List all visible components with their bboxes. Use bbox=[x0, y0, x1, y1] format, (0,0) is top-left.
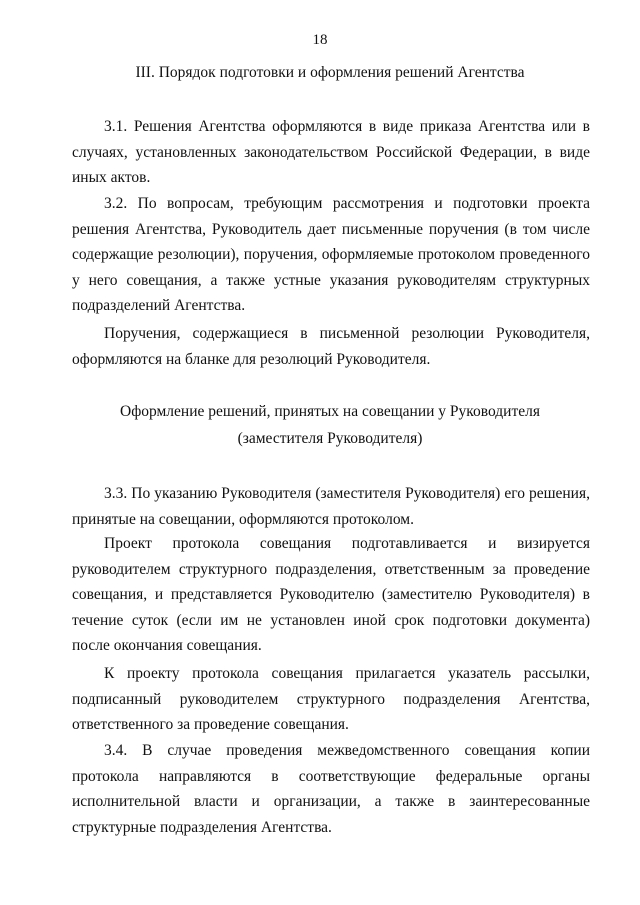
subheading-line-1: Оформление решений, принятых на совещании у Руководителя bbox=[120, 403, 540, 420]
section-title: III. Порядок подготовки и оформления решений Агентства bbox=[135, 64, 525, 81]
page-number: 18 bbox=[312, 32, 328, 48]
paragraph-distribution-list: К проекту протокола совещания прилагается указатель рассылки, подписанный руководителем структурного подразделения Агентства, ответственного за проведение совещания. bbox=[72, 665, 590, 733]
subheading-line-2: (заместителя Руководителя) bbox=[237, 430, 423, 447]
paragraph-protocol-draft: Проект протокола совещания подготавливается и визируется руководителем структурного подразделения, ответственным за проведение совещания, и представляется Руководителю (заместителю Руководителя) в течение суток (если им не установлен иной срок подготовки документа) после окончания совещания. bbox=[72, 535, 590, 654]
subheading bbox=[60, 398, 600, 452]
paragraph-resolution: Поручения, содержащиеся в письменной резолюции Руководителя, оформляются на бланке для резолюций Руководителя. bbox=[72, 325, 590, 368]
paragraph-3-4: 3.4. В случае проведения межведомственного совещания копии протокола направляются в соответствующие федеральные органы исполнительной власти и организации, а также в заинтересованные структурные подразделения Агентства. bbox=[72, 742, 590, 836]
paragraph-3-3: 3.3. По указанию Руководителя (заместителя Руководителя) его решения, принятые на совещании, оформляются протоколом. bbox=[72, 485, 590, 528]
paragraph-3-1: 3.1. Решения Агентства оформляются в виде приказа Агентства или в случаях, установленных законодательством Российской Федерации, в виде иных актов. bbox=[72, 118, 590, 186]
paragraph-3-2: 3.2. По вопросам, требующим рассмотрения и подготовки проекта решения Агентства, Руководитель дает письменные поручения (в том числе содержащие резолюции), поручения, оформляемые протоколом проведенного у него совещания, а также устные указания руководителям структурных подразделений Агентства. bbox=[72, 195, 590, 314]
